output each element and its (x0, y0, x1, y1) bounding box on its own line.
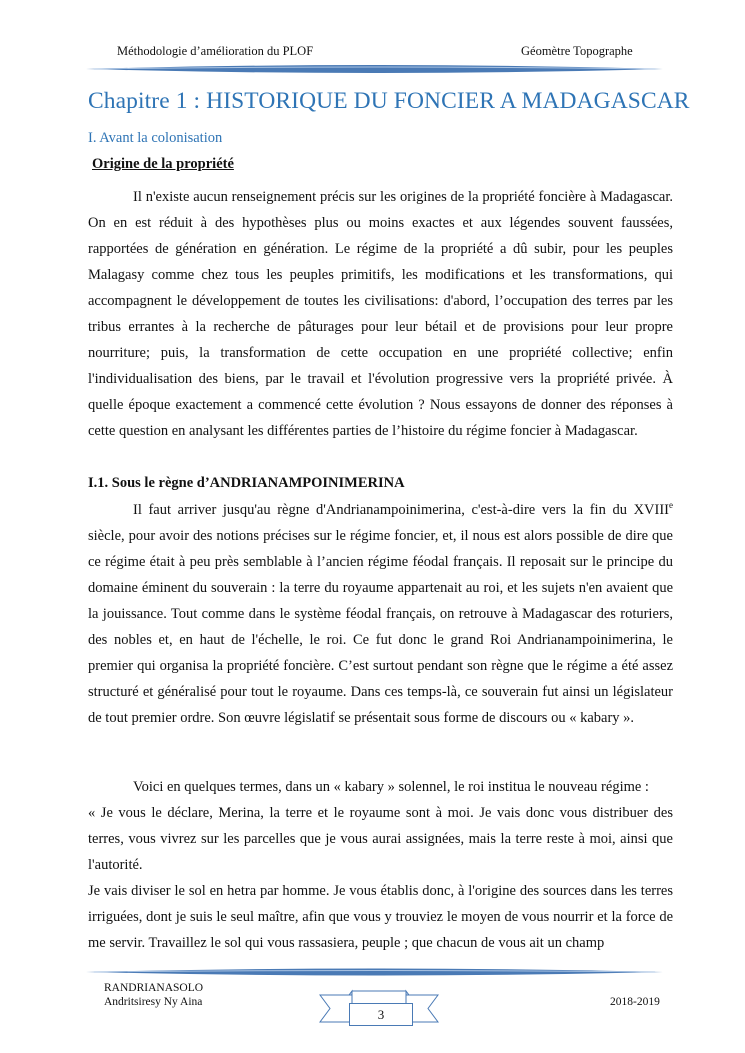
paragraph-andrianampoinimerina (88, 497, 673, 731)
header-left-text: Méthodologie d’amélioration du PLOF (117, 44, 314, 58)
header-right-text: Géomètre Topographe (521, 44, 633, 58)
footer-year: 2018-2019 (610, 996, 660, 1008)
chapter-title: Chapitre 1 : HISTORIQUE DU FONCIER A MADAGASCAR (88, 88, 690, 114)
page-number: 3 (349, 1003, 413, 1026)
body-block-kabary (88, 774, 673, 956)
footer-author-line1: RANDRIANASOLO (104, 982, 204, 994)
paragraph-2b-text: siècle, pour avoir des notions précises sur le régime foncier, et, il nous est alors possible de dire que ce régime était à peu près semblable à l’ancien régime féodal français. Il reposait sur le principe du domaine éminent du souverain : la terre du royaume appartenait au roi, et les sujets n'en avaient que la jouissance. Tout comme dans le système féodal français, on retrouve à Madagascar des roturiers, des nobles et, en haut de l'échelle, le roi. Ce fut donc le grand Roi Andrianampoinimerina, le premier qui organisa la propriété foncière. C’est surtout pendant son règne que le régime a été assez structuré et généralisé pour tout le royaume. Dans ces temps-là, ce souverain fut ainsi un législateur de tout premier ordre. Son œuvre législatif se présentait sous forme de discours ou « kabary ». (88, 528, 673, 726)
body-block-origine (88, 184, 673, 444)
paragraph-origine: Il n'existe aucun renseignement précis sur les origines de la propriété foncière à Madagascar. On en est réduit à des hypothèses plus ou moins exactes et aux légendes souvent faussées, rapportées de génération en génération. Le régime de la propriété a dû subir, pour les peuples Malagasy comme chez tous les peuples primitifs, les modifications et les transformations, qui accompagnent le développement de toutes les civilisations: d'abord, l’occupation des terres par les tribus errantes à la recherche de pâturages pour leur bétail et de provisions pour leur propre nourriture; puis, la transformation de cette occupation en une propriété collective; enfin l'individualisation des biens, par le travail et l'évolution progressive vers la propriété privée. À quelle époque exactement a commencé cette évolution ? Nous essayons de donner des réponses à cette question en analysant les différentes parties de l’histoire du régime foncier à Madagascar. (88, 189, 673, 439)
body-block-andrianampoinimerina (88, 497, 673, 731)
paragraph-kabary-quote: « Je vous le déclare, Merina, la terre et le royaume sont à moi. Je vais donc vous distribuer des terres, vous vivrez sur les parcelles que je vous aurai assignées, mais la terre reste à moi, ainsi que l'autorité. (88, 805, 673, 873)
subsection-title: Origine de la propriété (92, 156, 234, 172)
paragraph-kabary-hetra: Je vais diviser le sol en hetra par homme. Je vous établis donc, à l'origine des sources dans les terres irriguées, dont je suis le seul maître, afin que vous y trouviez le moyen de vous nourrir et la force de me servir. Travaillez le sol qui vous rassasiera, peuple ; que chacun de vous ait un champ (88, 883, 673, 951)
superscript-e: e (669, 500, 673, 510)
subsection-2-title: I.1. Sous le règne d’ANDRIANAMPOINIMERINA (88, 475, 405, 491)
section-title: I. Avant la colonisation (88, 130, 223, 146)
paragraph-2a-text: Il faut arriver jusqu'au règne d'Andrianampoinimerina, c'est-à-dire vers la fin du XVIII (133, 502, 669, 518)
footer-author-line2: Andritsiresy Ny Aina (104, 996, 203, 1008)
footer-rule (84, 966, 665, 978)
header-rule (84, 62, 665, 76)
paragraph-kabary-intro: Voici en quelques termes, dans un « kabary » solennel, le roi institua le nouveau régime : (133, 779, 649, 795)
